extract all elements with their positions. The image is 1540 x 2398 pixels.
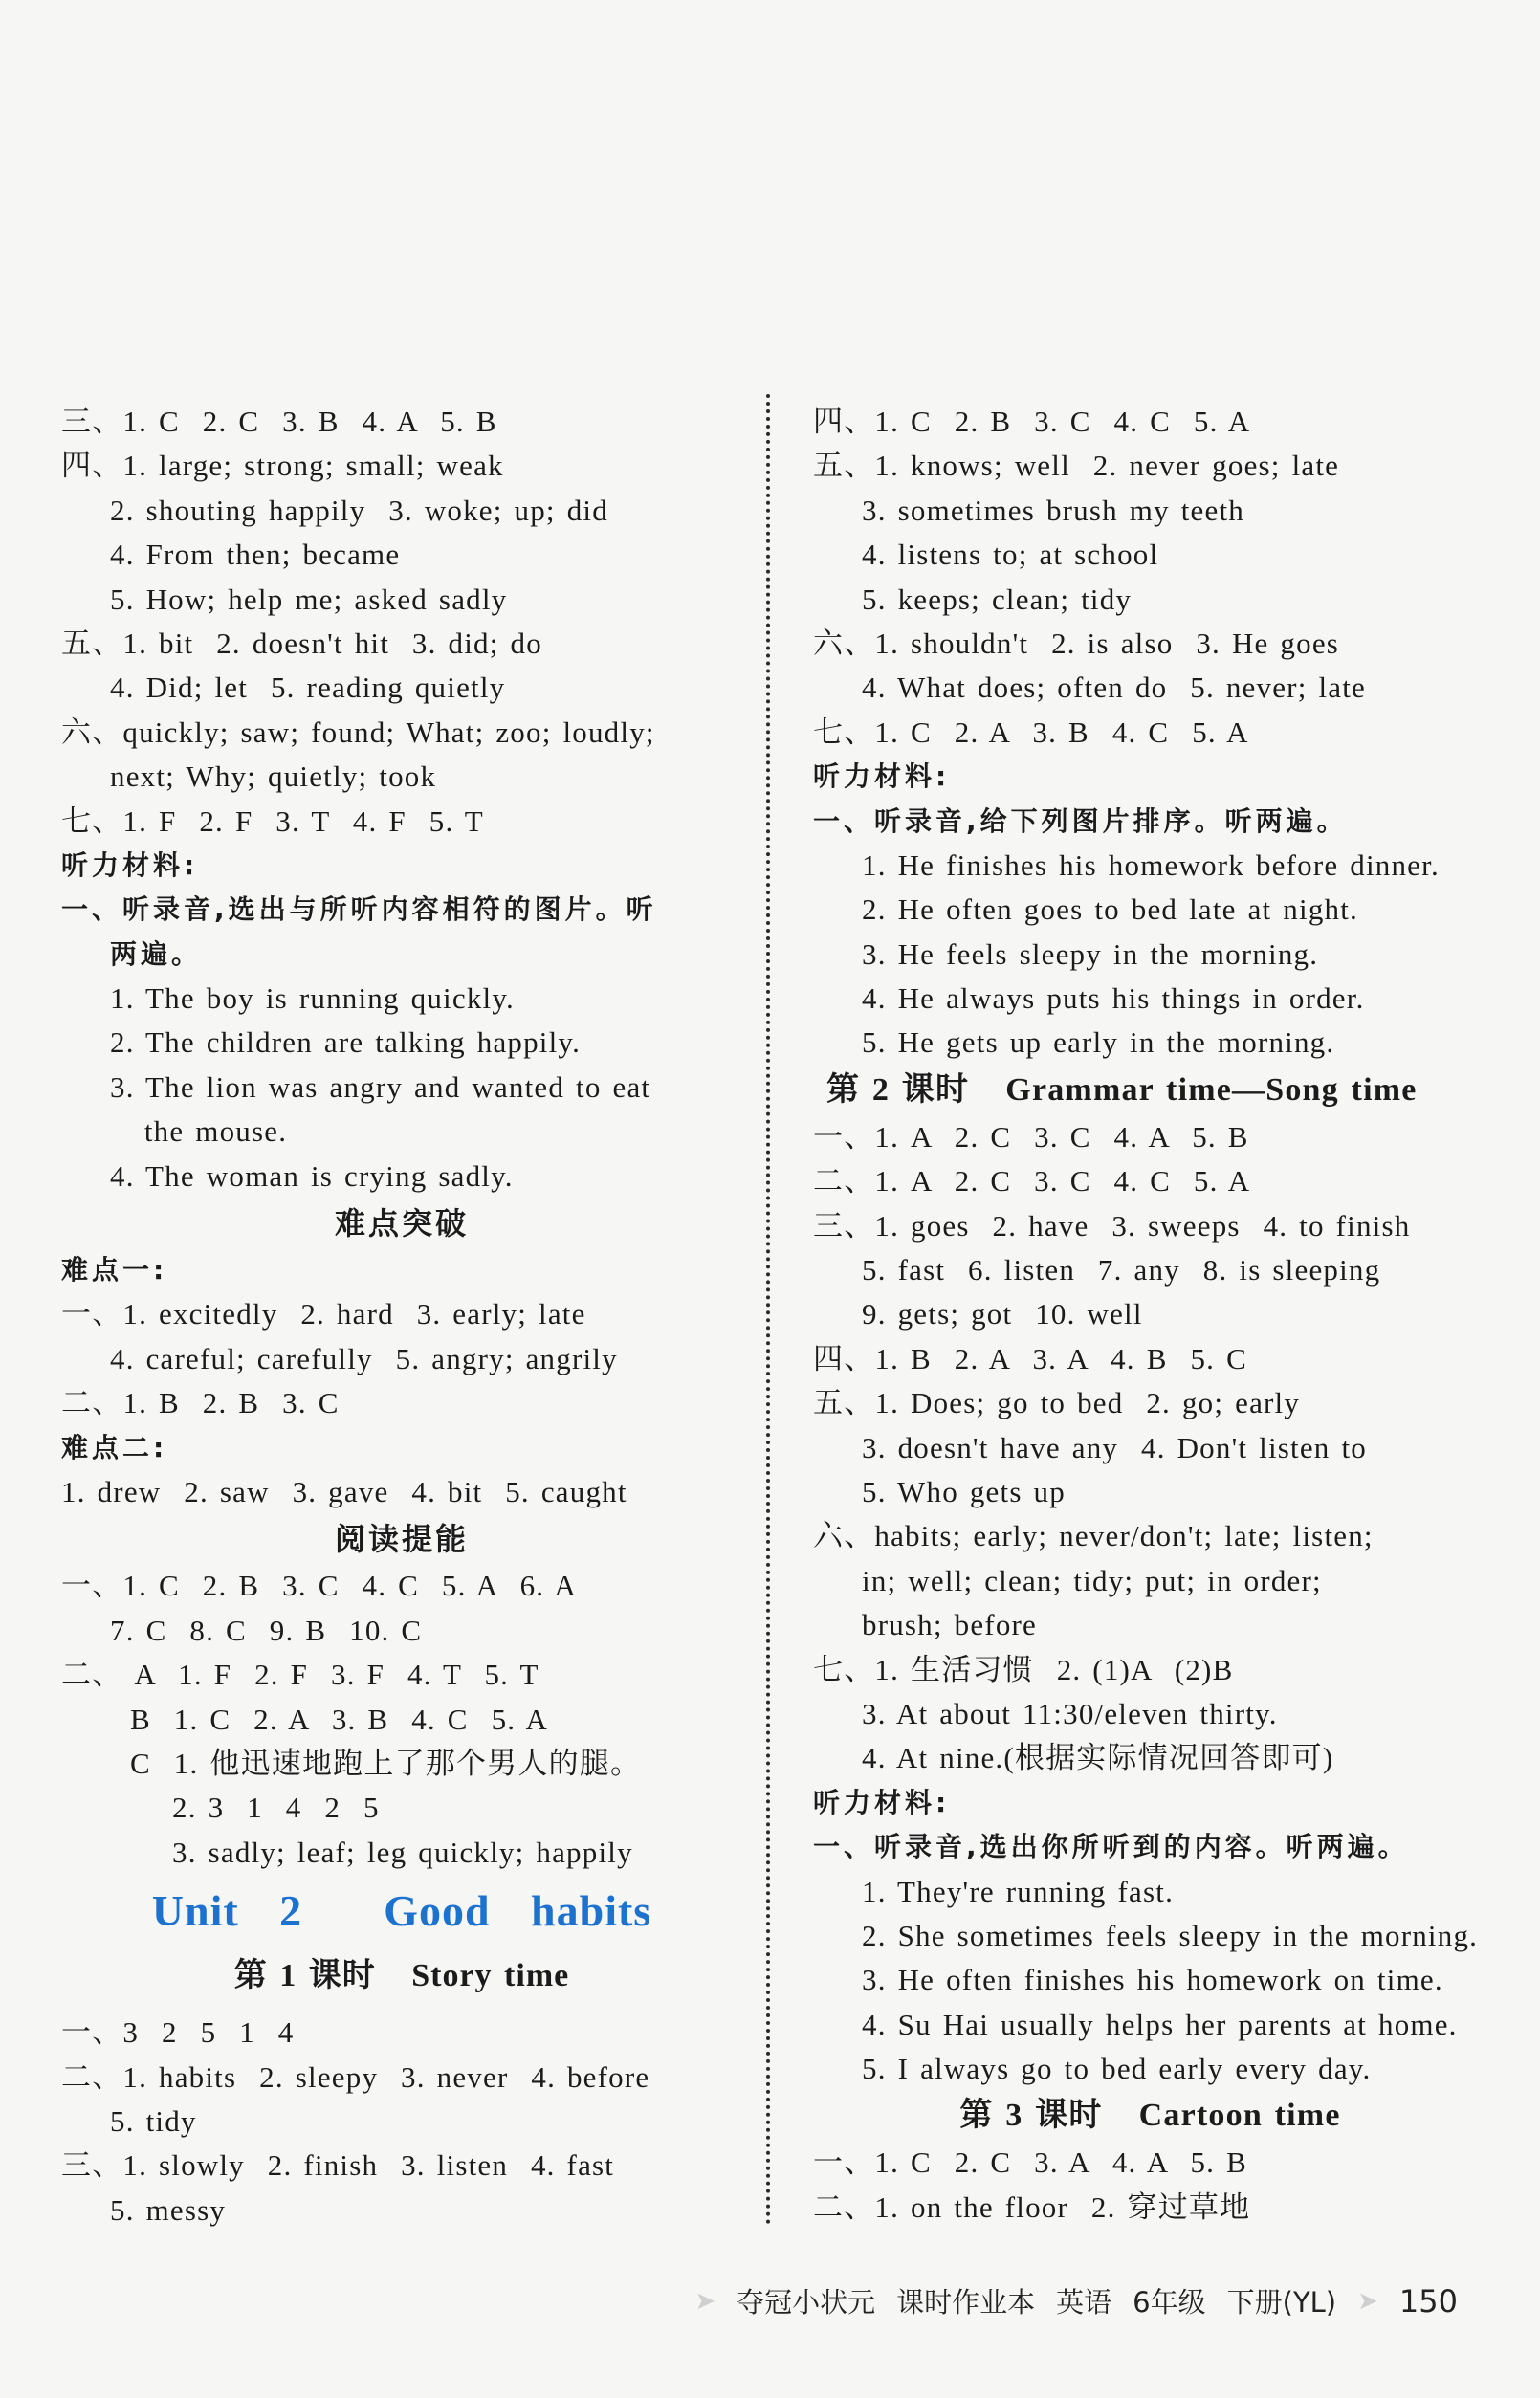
answer-line: 5. How; help me; asked sadly	[110, 582, 508, 616]
section-heading: 两遍。	[110, 937, 203, 970]
answer-line: 5. fast 6. listen 7. any 8. is sleeping	[862, 1253, 1381, 1287]
answer-line: 3. The lion was angry and wanted to eat	[110, 1069, 651, 1104]
answer-line: 4. Su Hai usually helps her parents at home.	[862, 2007, 1458, 2041]
answer-line: 4. At nine.(根据实际情况回答即可)	[862, 1741, 1334, 1775]
lesson-title: 第 3 课时 Cartoon time	[959, 2098, 1341, 2134]
answer-line: 2. She sometimes feels sleepy in the morning.	[862, 1918, 1479, 1952]
answer-line: C 1. 他迅速地跑上了那个男人的腿。	[130, 1746, 642, 1780]
answer-line: 四、1. C 2. B 3. C 4. C 5. A	[813, 405, 1251, 438]
answer-line: 五、1. Does; go to bed 2. go; early	[813, 1386, 1301, 1420]
page-footer	[694, 2281, 1458, 2321]
answer-line: B 1. C 2. A 3. B 4. C 5. A	[130, 1702, 549, 1736]
answer-line: 2. 3 1 4 2 5	[172, 1791, 380, 1825]
section-heading: 一、听录音,选出与所听内容相符的图片。听	[61, 893, 657, 926]
answer-line: 4. From then; became	[110, 538, 401, 572]
answer-line: 六、quickly; saw; found; What; zoo; loudly;	[61, 715, 655, 749]
answer-line: 六、habits; early; never/don't; late; listen;	[813, 1519, 1374, 1553]
answer-line: 七、1. 生活习惯 2. (1)A (2)B	[813, 1652, 1234, 1686]
answer-line: 1. The boy is running quickly.	[110, 981, 515, 1016]
answer-line: 一、1. A 2. C 3. C 4. A 5. B	[813, 1119, 1249, 1154]
answer-line: 2. shouting happily 3. woke; up; did	[110, 493, 608, 527]
column-divider	[766, 394, 770, 2226]
answer-line: 5. I always go to bed early every day.	[862, 2052, 1372, 2086]
section-heading: 听力材料:	[813, 760, 951, 793]
answer-line: 3. He feels sleepy in the morning.	[862, 936, 1319, 971]
answer-line: 五、1. bit 2. doesn't hit 3. did; do	[61, 626, 542, 660]
answer-line: 5. tidy	[110, 2103, 197, 2138]
unit-title: Unit 2 Good habits	[151, 1886, 652, 1936]
answer-line: 3. doesn't have any 4. Don't listen to	[862, 1430, 1367, 1464]
lesson-title: 第 1 课时 Story time	[233, 1958, 570, 1994]
answer-line: 7. C 8. C 9. B 10. C	[110, 1613, 423, 1647]
answer-line: 一、3 2 5 1 4	[61, 2015, 295, 2050]
answer-line: 2. He often goes to bed late at night.	[862, 892, 1358, 927]
lesson-title: 第 2 课时 Grammar time—Song time	[826, 1071, 1418, 1108]
footer-volume: 下册(YL)	[1226, 2286, 1337, 2319]
answer-line: 3. sometimes brush my teeth	[862, 493, 1244, 527]
section-heading: 一、听录音,选出你所听到的内容。听两遍。	[813, 1831, 1409, 1863]
answer-line: 三、1. goes 2. have 3. sweeps 4. to finish	[813, 1208, 1411, 1243]
answer-line: 二、1. B 2. B 3. C	[61, 1386, 340, 1420]
answer-line: 3. At about 11:30/eleven thirty.	[862, 1696, 1278, 1730]
answer-line: in; well; clean; tidy; put; in order;	[862, 1563, 1322, 1597]
answer-line: 5. messy	[110, 2192, 227, 2227]
arrow-icon: ➤	[694, 2286, 716, 2316]
answer-line: 1. They're running fast.	[862, 1874, 1175, 1908]
answer-line: 1. He finishes his homework before dinner.	[862, 847, 1440, 882]
answer-line: 5. Who gets up	[862, 1474, 1066, 1508]
answer-line: 5. keeps; clean; tidy	[862, 582, 1133, 616]
answer-line: 二、1. habits 2. sleepy 3. never 4. before	[61, 2059, 650, 2094]
answer-line: 五、1. knows; well 2. never goes; late	[813, 449, 1340, 483]
answer-line: the mouse.	[110, 1114, 288, 1149]
arrow-icon: ➤	[1357, 2286, 1378, 2316]
answer-line: 七、1. F 2. F 3. T 4. F 5. T	[61, 803, 484, 838]
answer-line: 4. careful; carefully 5. angry; angrily	[110, 1341, 618, 1375]
answer-line: 四、1. large; strong; small; weak	[61, 449, 504, 483]
section-heading: 听力材料:	[813, 1786, 951, 1818]
answer-line: 1. drew 2. saw 3. gave 4. bit 5. caught	[61, 1474, 627, 1508]
answer-line: 5. He gets up early in the morning.	[862, 1025, 1335, 1060]
answer-line: 3. sadly; leaf; leg quickly; happily	[172, 1835, 633, 1869]
answer-line: 一、1. excitedly 2. hard 3. early; late	[61, 1297, 586, 1331]
answer-line: 七、1. C 2. A 3. B 4. C 5. A	[813, 715, 1249, 749]
answer-line: 四、1. B 2. A 3. A 4. B 5. C	[813, 1341, 1247, 1375]
footer-grade: 6年级	[1133, 2286, 1206, 2319]
answer-line: 4. What does; often do 5. never; late	[862, 671, 1367, 705]
center-heading: 阅读提能	[334, 1521, 469, 1558]
section-heading: 听力材料:	[61, 848, 199, 881]
answer-line: 4. He always puts his things in order.	[862, 981, 1365, 1016]
answer-line: 三、1. slowly 2. finish 3. listen 4. fast	[61, 2148, 615, 2183]
footer-book: 课时作业本	[896, 2286, 1036, 2319]
section-heading: 难点一:	[61, 1254, 168, 1287]
answer-line: next; Why; quietly; took	[110, 759, 437, 794]
answer-line: 3. He often finishes his homework on time.	[862, 1963, 1443, 1997]
answer-line: 2. The children are talking happily.	[110, 1025, 582, 1060]
footer-brand: 夺冠小状元	[737, 2286, 876, 2319]
answer-line: 一、1. C 2. C 3. A 4. A 5. B	[813, 2145, 1247, 2180]
page-number: 150	[1398, 2282, 1458, 2320]
answer-line: 4. Did; let 5. reading quietly	[110, 671, 506, 705]
answer-line: 二、1. on the floor 2. 穿过草地	[813, 2189, 1251, 2224]
left-column	[61, 400, 742, 2233]
answer-line: 4. listens to; at school	[862, 538, 1159, 572]
answer-line: 一、1. C 2. B 3. C 4. C 5. A 6. A	[61, 1569, 578, 1603]
center-heading: 难点突破	[334, 1205, 469, 1243]
right-column	[813, 400, 1487, 2230]
section-heading: 难点二:	[61, 1431, 168, 1463]
answer-line: brush; before	[862, 1608, 1038, 1642]
answer-line: 三、1. C 2. C 3. B 4. A 5. B	[61, 405, 497, 438]
answer-line: 9. gets; got 10. well	[862, 1297, 1143, 1331]
answer-line: 二、 A 1. F 2. F 3. F 4. T 5. T	[61, 1658, 539, 1692]
section-heading: 一、听录音,给下列图片排序。听两遍。	[813, 804, 1348, 837]
answer-line: 六、1. shouldn't 2. is also 3. He goes	[813, 626, 1340, 660]
answer-line: 4. The woman is crying sadly.	[110, 1158, 514, 1193]
footer-subject: 英语	[1056, 2286, 1112, 2319]
answer-line: 二、1. A 2. C 3. C 4. C 5. A	[813, 1164, 1251, 1199]
